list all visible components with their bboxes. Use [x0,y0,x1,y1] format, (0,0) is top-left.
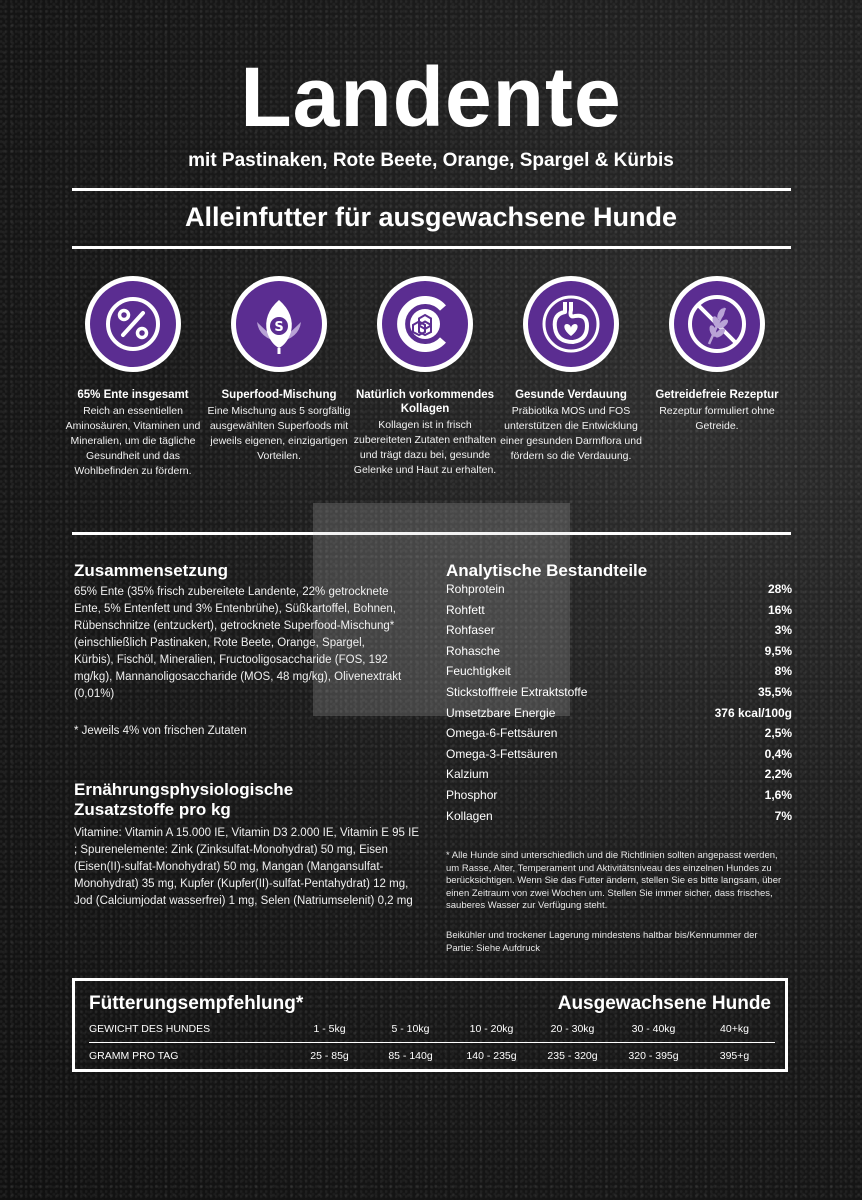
svg-text:S: S [274,320,284,335]
storage-note: Beikühler und trockener Lagerung mindestens haltbar bis/Kennummer der Partie: Siehe Aufdruck [446,930,758,954]
analysis-title: Analytische Bestandteile [446,561,648,580]
analysis-name: Rohfett [446,602,485,617]
analysis-value: 376 kcal/100g [714,705,792,720]
product-tagline: Alleinfutter für ausgewachsene Hunde [184,202,678,232]
weight-cell: 5 - 10kg [391,1023,430,1035]
analysis-row [446,664,792,685]
analysis-name: Omega-6-Fettsäuren [446,726,558,741]
grain-free-icon [674,281,760,367]
gram-cell: 320 - 395g [628,1050,679,1062]
feature-text: Eine Mischung aus 5 sorgfältig ausgewählten Superfoods mit jeweils eigenen, einzigartigen Vorteilen. [207,405,351,462]
analysis-value: 1,6% [764,787,792,802]
additives-title-1: Ernährungsphysiologische [74,780,294,799]
analysis-value: 2,5% [764,726,792,741]
feature-digestion [498,276,644,464]
weight-cell: 10 - 20kg [469,1023,514,1035]
gram-cell: 25 - 85g [310,1050,349,1062]
analysis-name: Umsetzbare Energie [446,705,556,720]
composition-footnote: * Jeweils 4% von frischen Zutaten [74,725,247,737]
divider-tagline [72,246,791,249]
analysis-value: 9,5% [764,643,792,658]
weight-cell: 40+kg [720,1023,749,1035]
analysis-value: 28% [767,582,792,596]
feature-icon-ring [523,276,619,372]
additives-title-2: Zusatzstoffe pro kg [74,800,231,819]
feature-title: 65% Ente insgesamt [77,389,189,401]
additives-text: Vitamine: Vitamin A 15.000 IE, Vitamin D3 2.000 IE, Vitamin E 95 IE ; Spurenelemente: Zink (Zinksulfat-Monohydrat) 50 mg, Eisen (Eisen(II)-sulfat-Monohydrat) 50 mg, Mangan (Mangansulfat-Monohydrat) 35 mg, Kupfer (Kupfer(II)-sulfat-Pentahydrat) 12 mg, Jod (Calciumjodat wasserfrei) 1 mg, Selen (Natriumselenit) 0,2 mg [74,827,419,907]
analysis-row [446,623,792,644]
weight-row [89,1023,775,1035]
analysis-name: Rohprotein [446,582,505,596]
feature-text: Reich an essentiellen Aminosäuren, Vitaminen und Mineralien, um die tägliche Gesundheit und das Wohlbefinden zu fördern. [65,405,201,477]
analysis-value: 16% [767,602,792,617]
analysis-name: Rohasche [446,643,501,658]
feeding-divider [89,1042,775,1043]
feature-text: Rezeptur formuliert ohne Getreide. [659,405,775,432]
analysis-row [446,767,792,788]
feature-title: Superfood-Mischung [221,389,337,401]
weight-cell: 1 - 5kg [313,1023,346,1035]
feature-superfood [206,276,352,464]
gram-cell: 140 - 235g [466,1050,517,1062]
weight-cell: 20 - 30kg [550,1023,595,1035]
gram-row [89,1050,775,1062]
feeding-note: * Alle Hunde sind unterschiedlich und die Richtlinien sollten angepasst werden, um Rasse, Alter, Temperament und Aktivitätsniveau des einzelnen Hundes zu berücksichtigen. Wenn Sie das Futter ändern, stellen Sie es bitte langsam, über einen Zeitraum von zwei Wochen um. Stellen Sie immer sicher, dass frisches, sauberes Wasser zur Verfügung steht. [446,850,782,911]
analysis-row [446,644,792,665]
gram-cell: 395+g [719,1050,750,1062]
feature-grain-free [644,276,790,434]
gram-cell: 85 - 140g [388,1050,433,1062]
gram-cell: 235 - 320g [547,1050,598,1062]
feeding-title: Fütterungsempfehlung* [89,993,304,1014]
feature-title: Gesunde Verdauung [515,389,627,401]
analysis-value: 35,5% [757,684,792,699]
analysis-row [446,788,792,809]
weight-cell: 30 - 40kg [631,1023,676,1035]
feature-text: Kollagen ist in frisch zubereiteten Zutaten enthalten und trägt dazu bei, gesunde Gelenke und Haut zu erhalten. [353,419,497,476]
feature-duck [60,276,206,479]
percent-icon [90,281,176,367]
collagen-icon [382,281,468,367]
weight-label: GEWICHT DES HUNDES [89,1023,211,1035]
analysis-value: 2,2% [764,767,792,782]
feeding-table [72,978,788,1072]
analysis-name: Omega-3-Fettsäuren [446,746,558,761]
analysis-value: 8% [774,664,792,679]
product-subtitle: mit Pastinaken, Rote Beete, Orange, Spargel & Kürbis [188,150,674,171]
analysis-row [446,726,792,747]
product-title: Landente [240,50,622,144]
feature-text: Präbiotika MOS und FOS unterstützen die Entwicklung einer gesunden Darmflora und fördern so die Verdauung. [500,405,642,462]
gram-label: GRAMM PRO TAG [89,1050,179,1062]
analysis-value: 0,4% [764,746,792,761]
analysis-row [446,706,792,727]
analysis-name: Phosphor [446,787,498,802]
analysis-name: Kollagen [446,808,493,823]
analysis-row [446,747,792,768]
feature-icon-ring [85,276,181,372]
analysis-value: 3% [774,623,792,638]
feeding-audience: Ausgewachsene Hunde [557,993,771,1014]
analysis-row [446,603,792,624]
composition-text: 65% Ente (35% frisch zubereitete Landente, 22% getrocknete Ente, 5% Entenfett und 3% Entenbrühe), Süßkartoffel, Bohnen, Rübenschnitze (entzuckert), getrocknete Superfood-Mischung* (einschließlich Pastinaken, Rote Beete, Orange, Spargel, Kürbis), Fischöl, Mineralien, Fructooligosaccharide (FOS, 192 mg/kg), Mannanoligosaccharide (MOS, 48 mg/kg), Olivenextrakt (0,01%) [74,586,402,700]
analysis-table [446,582,792,829]
analysis-name: Feuchtigkeit [446,664,511,679]
divider-top [72,188,791,191]
analysis-name: Kalzium [446,767,489,782]
feature-title: Getreidefreie Rezeptur [655,389,779,401]
analysis-name: Stickstofffreie Extraktstoffe [446,684,588,699]
analysis-row [446,582,792,603]
analysis-name: Rohfaser [446,623,495,638]
feature-icon-ring [669,276,765,372]
analysis-row [446,809,792,830]
feature-collagen [352,276,498,478]
stomach-icon [528,281,614,367]
feature-title: Natürlich vorkommendes Kollagen [355,389,495,415]
feature-icon-ring [231,276,327,372]
feature-icon-ring [377,276,473,372]
analysis-row [446,685,792,706]
composition-title: Zusammensetzung [74,561,228,580]
superfood-leaf-icon [236,281,322,367]
analysis-value: 7% [774,808,792,823]
